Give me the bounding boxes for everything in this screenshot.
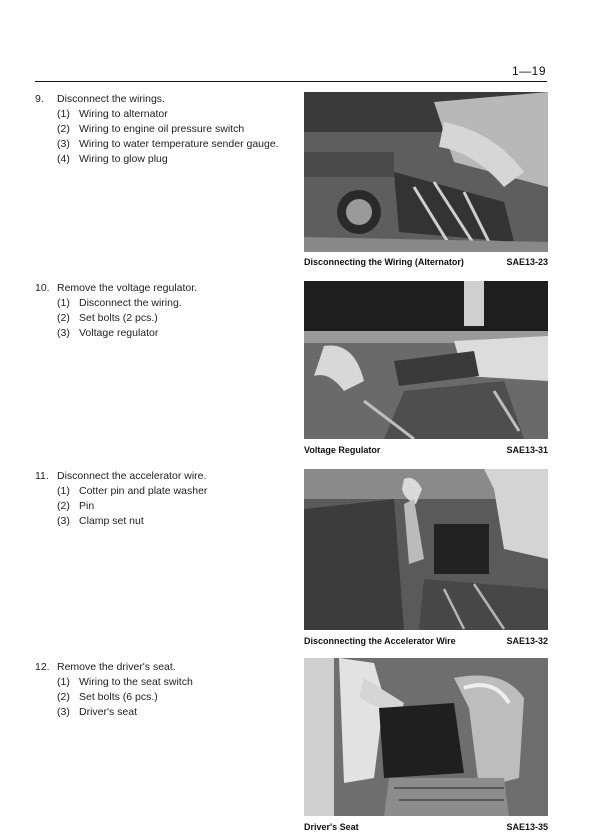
step-title: Remove the driver's seat. [57,661,176,673]
list-item: (4) Wiring to glow plug [57,153,168,165]
step-10 [35,281,280,341]
step-number: 9. [35,93,44,105]
step-number: 11. [35,470,49,482]
list-item: (1) Wiring to alternator [57,108,168,120]
list-item: (1) Cotter pin and plate washer [57,485,208,497]
list-item: (1) Wiring to the seat switch [57,676,193,688]
photo-voltage-regulator [304,281,548,439]
step-title: Disconnect the accelerator wire. [57,470,207,482]
list-item: (2) Set bolts (6 pcs.) [57,691,158,703]
figure-caption [304,822,548,832]
header-rule [35,81,547,82]
step-number: 10. [35,282,50,294]
list-item: (3) Clamp set nut [57,515,144,527]
figure-code: SAE13-32 [506,636,548,646]
list-item: (3) Wiring to water temperature sender gauge. [57,138,279,150]
list-item: (2) Set bolts (2 pcs.) [57,312,158,324]
step-title: Remove the voltage regulator. [57,282,198,294]
list-item: (2) Pin [57,500,95,512]
step-9 [35,92,280,167]
step-12 [35,660,280,720]
list-item: (3) Driver's seat [57,706,138,718]
figure-caption [304,445,548,455]
sub-step-list [35,484,280,529]
photo-drivers-seat [304,658,548,816]
sub-step-list [35,107,280,167]
photo-alternator-wiring [304,92,548,252]
sub-step-list [35,675,280,720]
list-item: (3) Voltage regulator [57,327,159,339]
caption-title: Disconnecting the Wiring (Alternator) [304,257,464,267]
photo-accelerator-wire [304,469,548,630]
page-number: 1—19 [511,64,546,78]
figure-code: SAE13-31 [506,445,548,455]
figure-caption [304,636,548,646]
sub-step-list [35,296,280,341]
caption-title: Disconnecting the Accelerator Wire [304,636,456,646]
step-title: Disconnect the wirings. [57,93,165,105]
list-item: (2) Wiring to engine oil pressure switch [57,123,245,135]
list-item: (1) Disconnect the wiring. [57,297,182,309]
figure-caption [304,257,548,267]
figure-code: SAE13-35 [506,822,548,832]
caption-title: Driver's Seat [304,822,359,832]
step-number: 12. [35,661,50,673]
step-11 [35,469,280,529]
caption-title: Voltage Regulator [304,445,381,455]
figure-code: SAE13-23 [506,257,548,267]
